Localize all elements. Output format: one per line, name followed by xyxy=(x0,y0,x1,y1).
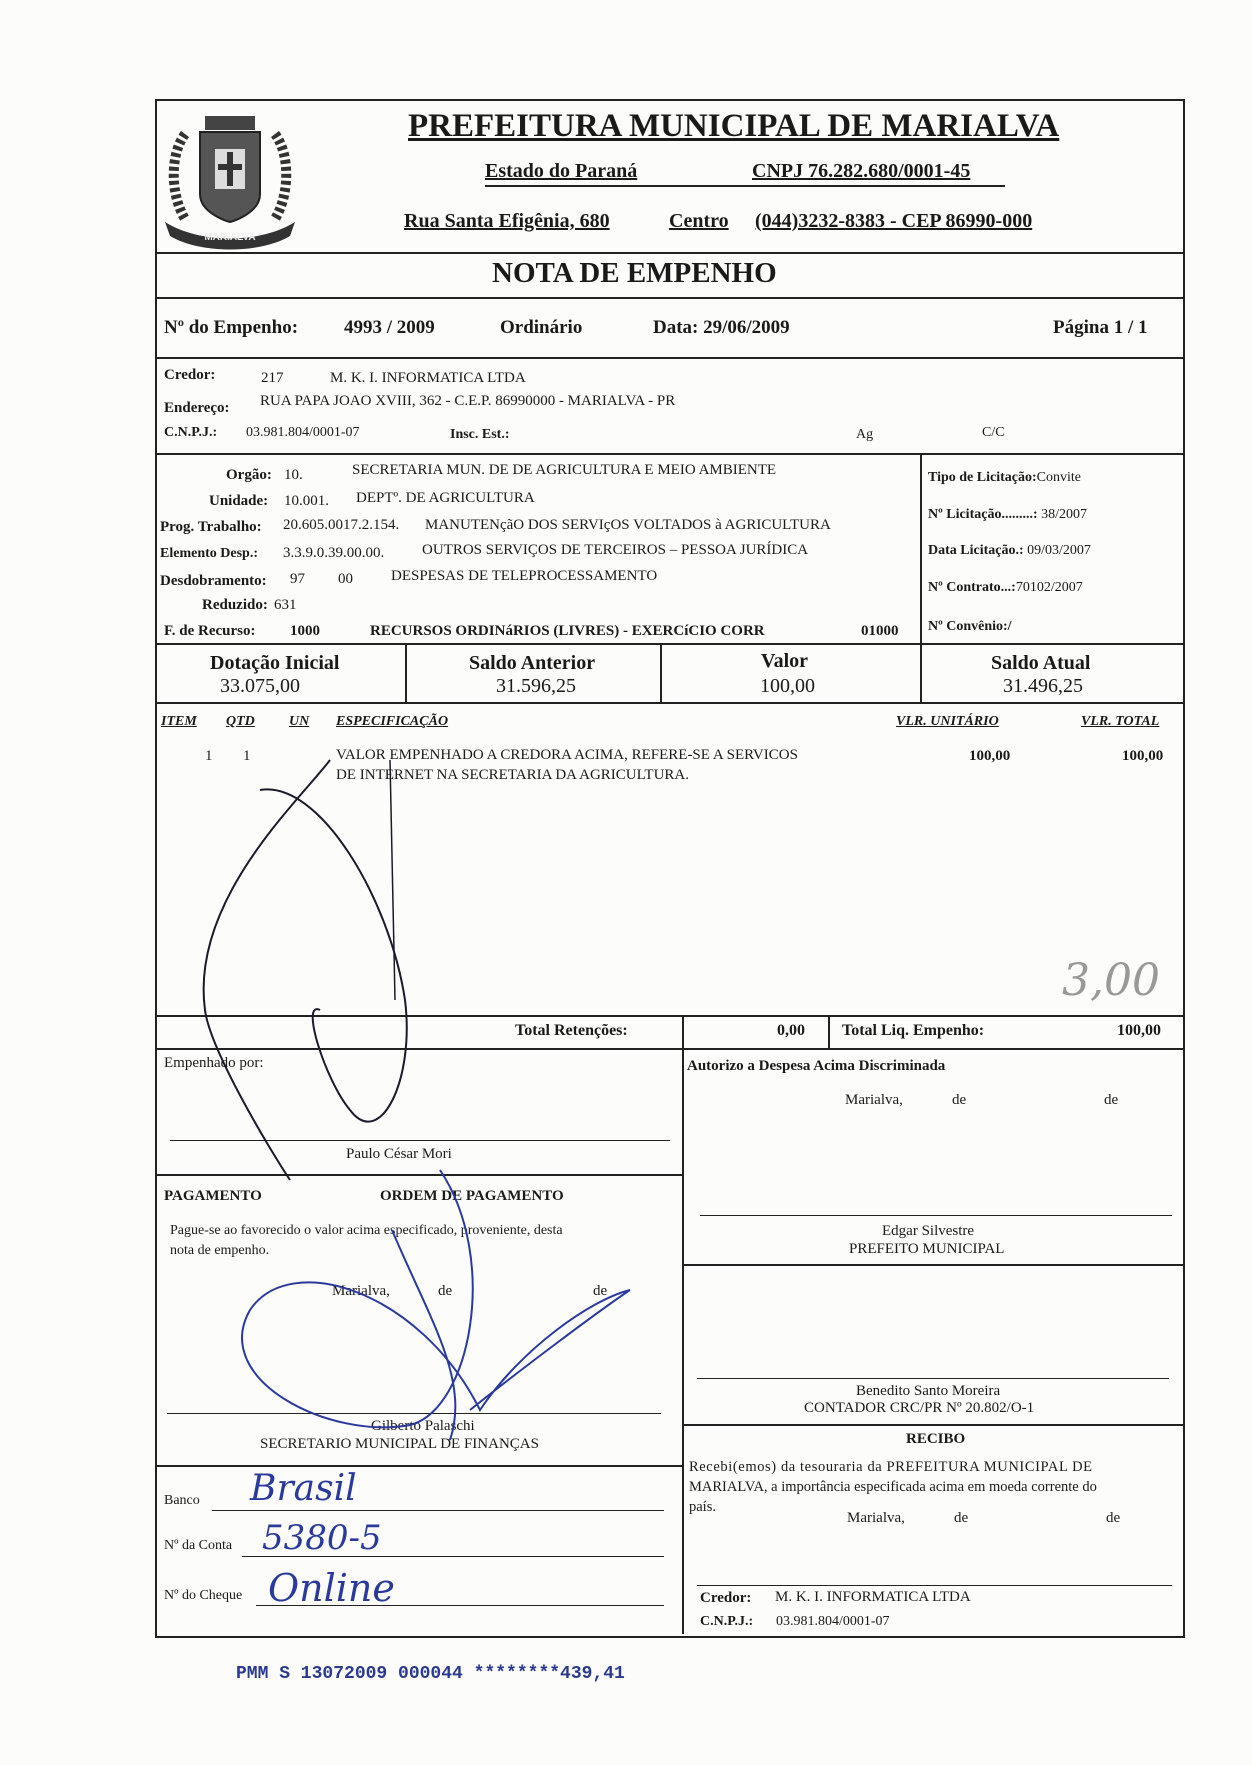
fonte-recurso-code: 1000 xyxy=(290,623,320,639)
cc-label: C/C xyxy=(982,425,1005,440)
cheque-handwritten: Online xyxy=(268,1566,395,1610)
col-item: ITEM xyxy=(161,714,197,729)
empenhado-por-label: Empenhado por: xyxy=(164,1055,264,1071)
pagamento-de1: de xyxy=(438,1283,453,1299)
autorizo-label: Autorizo a Despesa Acima Discriminada xyxy=(687,1058,946,1074)
data-licitacao-label: Data Licitação.: 09/03/2007 xyxy=(928,543,1091,558)
reduzido-value: 631 xyxy=(274,597,297,613)
tipo-licitacao-label: Tipo de Licitação:Convite xyxy=(928,470,1081,485)
dotacao-inicial-value: 33.075,00 xyxy=(220,675,300,697)
cheque-label: Nº do Cheque xyxy=(164,1588,243,1603)
header-district: Centro xyxy=(669,210,729,232)
header-phone-cep: (044)3232-8383 - CEP 86990-000 xyxy=(755,210,1033,232)
prefeito-name: Edgar Silvestre xyxy=(882,1223,975,1239)
orgao-code: 10. xyxy=(284,467,303,483)
data-licitacao-value: 09/03/2007 xyxy=(1027,543,1091,558)
prog-trabalho-label: Prog. Trabalho: xyxy=(160,519,262,535)
col-qtd: QTD xyxy=(226,714,255,729)
item-qtd: 1 xyxy=(243,748,251,764)
recibo-credor-label: Credor: xyxy=(700,1590,752,1606)
item-spec-line2: DE INTERNET NA SECRETARIA DA AGRICULTURA. xyxy=(336,767,689,783)
page-title: PREFEITURA MUNICIPAL DE MARIALVA xyxy=(408,108,1060,144)
contrato-label: Nº Contrato...:70102/2007 xyxy=(928,580,1083,595)
fonte-recurso-number: 01000 xyxy=(861,623,899,639)
contrato-value: 70102/2007 xyxy=(1015,580,1083,595)
handwritten-amount: 3,00 xyxy=(1062,955,1160,1006)
autorizo-de2: de xyxy=(1104,1092,1119,1108)
conta-label: Nº da Conta xyxy=(164,1538,233,1553)
endereco-value: RUA PAPA JOAO XVIII, 362 - C.E.P. 86990000 - MARIALVA - PR xyxy=(260,393,676,409)
reduzido-label: Reduzido: xyxy=(202,597,268,613)
endereco-label: Endereço: xyxy=(164,400,230,416)
svg-text:MARIALVA: MARIALVA xyxy=(204,232,256,243)
empenhado-signature-stroke xyxy=(260,789,407,1121)
unidade-code: 10.001. xyxy=(284,493,329,509)
recibo-text-line2: MARIALVA, a importância especificada acima em moeda corrente do xyxy=(689,1479,1097,1495)
orgao-value: SECRETARIA MUN. DE DE AGRICULTURA E MEIO AMBIENTE xyxy=(352,462,777,478)
secretario-title: SECRETARIO MUNICIPAL DE FINANÇAS xyxy=(260,1436,539,1452)
secretario-name: Gilberto Palaschi xyxy=(371,1418,475,1434)
empenho-number: 4993 / 2009 xyxy=(344,317,435,338)
recibo-text-line3: país. xyxy=(689,1499,716,1515)
fonte-recurso-label: F. de Recurso: xyxy=(164,623,256,639)
banco-label: Banco xyxy=(164,1493,200,1508)
recibo-cnpj-label: C.N.P.J.: xyxy=(700,1614,754,1629)
autorizo-de1: de xyxy=(952,1092,967,1108)
total-retencoes-value: 0,00 xyxy=(777,1022,805,1039)
total-liquido-label: Total Liq. Empenho: xyxy=(842,1022,985,1039)
empenho-date: Data: 29/06/2009 xyxy=(653,317,790,338)
page-number: Página 1 / 1 xyxy=(1053,317,1148,338)
recibo-de2: de xyxy=(1106,1510,1121,1526)
convenio-label: Nº Convênio:/ xyxy=(928,619,1012,634)
item-valor-unitario: 100,00 xyxy=(969,748,1011,764)
col-especificacao: ESPECIFICAÇÃO xyxy=(336,714,449,729)
empenhado-por-name: Paulo César Mori xyxy=(346,1146,452,1162)
item-valor-total: 100,00 xyxy=(1122,748,1164,764)
recibo-cnpj: 03.981.804/0001-07 xyxy=(776,1614,890,1629)
valor-label: Valor xyxy=(761,650,809,672)
saldo-anterior-value: 31.596,25 xyxy=(496,675,576,697)
total-retencoes-label: Total Retenções: xyxy=(515,1022,628,1039)
banco-handwritten: Brasil xyxy=(250,1468,357,1509)
prog-trabalho-code: 20.605.0017.2.154. xyxy=(283,517,400,533)
total-liquido-value: 100,00 xyxy=(1117,1022,1161,1039)
elemento-label: Elemento Desp.: xyxy=(160,546,258,561)
empenhado-signature-stroke xyxy=(390,760,395,1000)
dotacao-inicial-label: Dotação Inicial xyxy=(210,652,340,674)
item-spec-line1: VALOR EMPENHADO A CREDORA ACIMA, REFERE-SE A SERVICOS xyxy=(336,747,798,763)
num-licitacao-label: Nº Licitação.........: 38/2007 xyxy=(928,507,1087,522)
desdobramento-code1: 97 xyxy=(290,571,305,587)
num-licitacao-value: 38/2007 xyxy=(1041,507,1087,522)
empenho-type: Ordinário xyxy=(500,317,583,338)
tipo-licitacao-value: Convite xyxy=(1036,470,1081,485)
saldo-anterior-label: Saldo Anterior xyxy=(469,652,596,674)
col-un: UN xyxy=(289,714,310,729)
credor-name: M. K. I. INFORMATICA LTDA xyxy=(330,370,526,386)
empenho-number-label: Nº do Empenho: xyxy=(164,317,299,338)
recibo-credor-name: M. K. I. INFORMATICA LTDA xyxy=(775,1589,971,1605)
recibo-city: Marialva, xyxy=(847,1510,905,1526)
pagamento-text-line2: nota de empenho. xyxy=(170,1243,270,1258)
autorizo-city: Marialva, xyxy=(845,1092,903,1108)
contador-name: Benedito Santo Moreira xyxy=(856,1383,1001,1399)
elemento-code: 3.3.9.0.39.00.00. xyxy=(283,545,385,561)
credor-code: 217 xyxy=(261,370,284,386)
pagamento-text-line1: Pague-se ao favorecido o valor acima especificado, proveniente, desta xyxy=(170,1223,563,1238)
fonte-recurso-value: RECURSOS ORDINáRIOS (LIVRES) - EXERCíCIO CORR xyxy=(370,623,765,639)
valor-value: 100,00 xyxy=(760,675,815,697)
pagamento-de2: de xyxy=(593,1283,608,1299)
ordem-signature-stroke xyxy=(242,1170,630,1427)
credor-label: Credor: xyxy=(164,367,216,383)
header-address: Rua Santa Efigênia, 680 xyxy=(404,210,610,232)
saldo-atual-value: 31.496,25 xyxy=(1003,675,1083,697)
conta-handwritten: 5380-5 xyxy=(262,1518,382,1558)
recibo-label: RECIBO xyxy=(906,1431,966,1447)
orgao-label: Orgão: xyxy=(226,467,272,483)
empenhado-signature-stroke xyxy=(204,760,330,1180)
item-number: 1 xyxy=(205,748,213,764)
elemento-value: OUTROS SERVIÇOS DE TERCEIROS – PESSOA JURÍDICA xyxy=(422,542,809,558)
header-cnpj: CNPJ 76.282.680/0001-45 xyxy=(752,160,971,182)
recibo-text-line1: Recebi(emos) da tesouraria da PREFEITURA MUNICIPAL DE xyxy=(689,1459,1093,1475)
unidade-value: DEPTº. DE AGRICULTURA xyxy=(356,490,535,506)
desdobramento-value: DESPESAS DE TELEPROCESSAMENTO xyxy=(391,568,658,584)
footer-stamp: PMM S 13072009 000044 ********439,41 xyxy=(236,1664,625,1684)
col-valor-total: VLR. TOTAL xyxy=(1081,714,1160,729)
prefeito-title: PREFEITO MUNICIPAL xyxy=(849,1241,1005,1257)
recibo-de1: de xyxy=(954,1510,969,1526)
desdobramento-code2: 00 xyxy=(338,571,353,587)
credor-cnpj-label: C.N.P.J.: xyxy=(164,425,218,440)
ordem-pagamento-label: ORDEM DE PAGAMENTO xyxy=(380,1188,564,1204)
document-title: NOTA DE EMPENHO xyxy=(492,257,777,289)
ag-label: Ag xyxy=(856,427,874,442)
credor-cnpj: 03.981.804/0001-07 xyxy=(246,425,360,440)
contador-title: CONTADOR CRC/PR Nº 20.802/O-1 xyxy=(804,1400,1035,1416)
pagamento-label: PAGAMENTO xyxy=(164,1188,262,1204)
col-valor-unitario: VLR. UNITÁRIO xyxy=(896,714,999,729)
pagamento-city: Marialva, xyxy=(332,1283,390,1299)
desdobramento-label: Desdobramento: xyxy=(160,573,267,589)
header-state: Estado do Paraná xyxy=(485,160,638,182)
insc-est-label: Insc. Est.: xyxy=(450,427,510,442)
prog-trabalho-value: MANUTENçãO DOS SERVIçOS VOLTADOS à AGRICULTURA xyxy=(425,517,831,533)
unidade-label: Unidade: xyxy=(209,493,269,509)
saldo-atual-label: Saldo Atual xyxy=(991,652,1091,674)
